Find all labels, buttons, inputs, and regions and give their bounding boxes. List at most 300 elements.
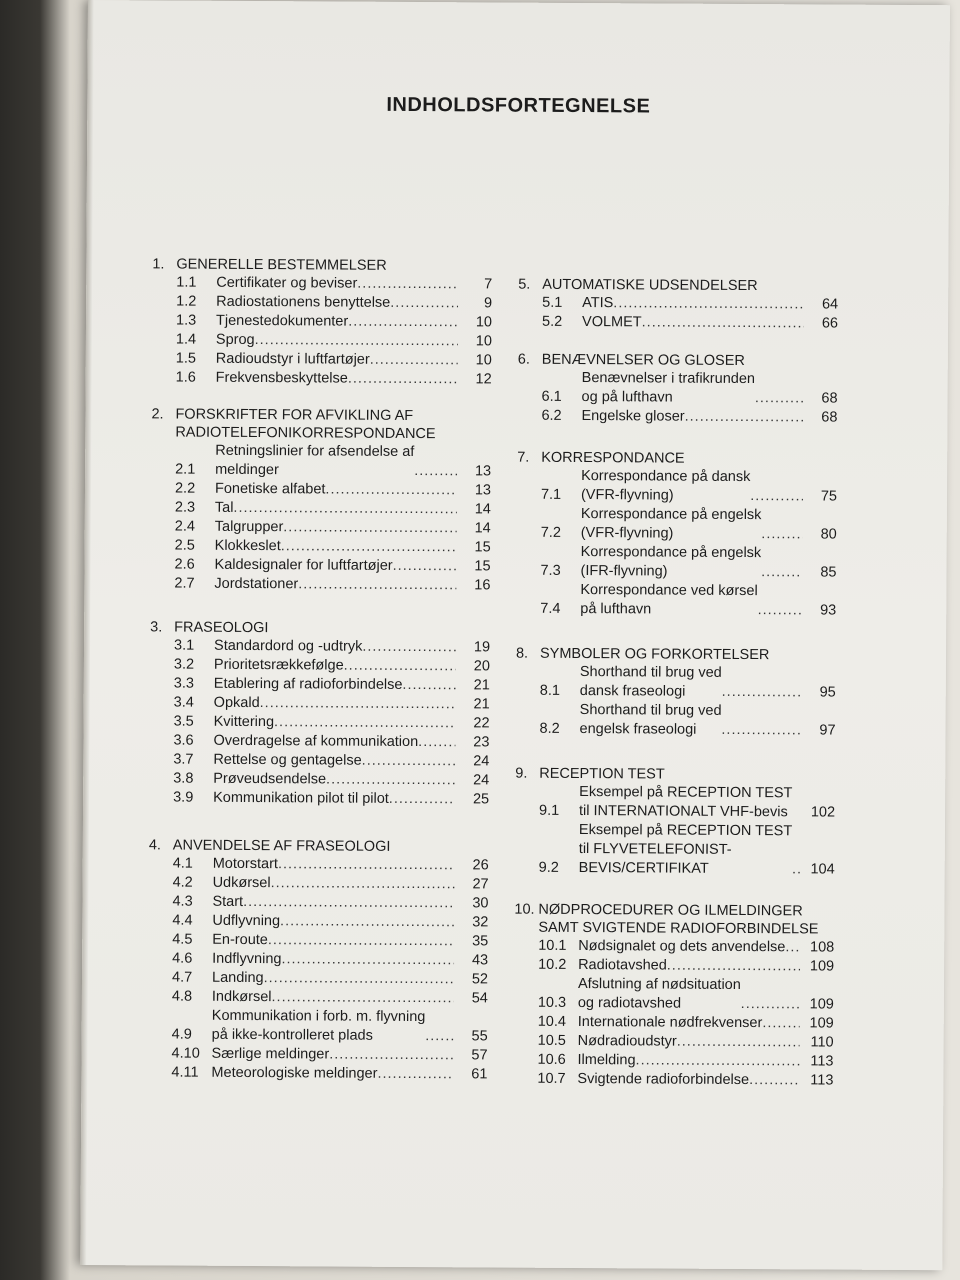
entry-label-line: En-route — [212, 931, 268, 949]
entry-page-number: 85 — [820, 564, 837, 581]
entry-number: 3.5 — [173, 713, 194, 730]
toc-entry[interactable] — [150, 693, 490, 714]
toc-entry[interactable] — [148, 968, 488, 989]
entry-label — [214, 656, 344, 676]
entry-text — [214, 675, 456, 695]
entry-label-line: Retningslinier for afsendelse af — [215, 442, 415, 461]
toc-section — [516, 449, 837, 621]
document-page — [80, 0, 950, 1270]
entry-number: 4.2 — [172, 874, 193, 891]
entry-text — [215, 442, 457, 481]
entry-label — [578, 1032, 677, 1052]
dot-leader — [274, 713, 456, 733]
entry-text — [216, 312, 458, 332]
toc-entry[interactable] — [514, 975, 834, 1015]
entry-label-line: Prøveudsendelse — [213, 770, 327, 788]
entry-number: 1.3 — [175, 312, 197, 329]
entry-page-number: 15 — [474, 558, 491, 575]
entry-number: 3.8 — [173, 770, 194, 787]
entry-label-line: Korrespondance på engelsk — [580, 544, 762, 562]
toc-entry[interactable] — [515, 701, 835, 741]
section-title-line: NØDPROCEDURER OG ILMELDINGER — [538, 901, 803, 920]
entry-label — [577, 1051, 635, 1070]
toc-entry[interactable] — [149, 769, 489, 790]
entry-number: 7.1 — [540, 486, 562, 503]
section-title — [542, 276, 838, 296]
entry-label-line: ATIS — [582, 295, 614, 312]
toc-entry[interactable] — [151, 479, 491, 500]
section-heading — [150, 618, 490, 638]
toc-entry[interactable] — [516, 663, 836, 703]
entry-number: 1.4 — [175, 331, 197, 348]
entry-label-line: Svigtende radioforbindelse — [577, 1071, 750, 1089]
entry-page-number: 19 — [473, 639, 491, 656]
dot-leader — [685, 408, 804, 428]
entry-label-line: engelsk fraseologi — [579, 721, 697, 738]
entry-label — [580, 581, 758, 620]
entry-number: 3.6 — [173, 732, 194, 749]
section-number: 8. — [515, 645, 529, 662]
entry-label — [215, 537, 281, 556]
entry-number: 3.4 — [173, 694, 194, 711]
toc-entry[interactable] — [149, 731, 489, 752]
entry-label-line: dansk fraseologi — [579, 683, 686, 700]
entry-label — [216, 274, 357, 294]
dot-leader — [233, 499, 457, 519]
entry-label — [578, 1013, 763, 1033]
section-title — [173, 837, 489, 857]
entry-text — [215, 480, 457, 500]
entry-page-number: 25 — [472, 791, 490, 808]
entry-page-number: 21 — [473, 677, 490, 694]
toc-section — [149, 618, 490, 809]
entry-number: 4.10 — [171, 1045, 200, 1062]
entry-label-line: på lufthavn — [580, 601, 652, 618]
entry-label — [212, 969, 264, 988]
entry-text — [216, 293, 458, 313]
dot-leader — [271, 988, 453, 1008]
dot-leader — [389, 790, 455, 809]
entry-text — [212, 1045, 454, 1065]
entry-label-line: Etablering af radioforbindelse — [213, 675, 403, 693]
toc-entry[interactable] — [148, 1006, 488, 1046]
entry-text — [214, 713, 456, 733]
toc-entry[interactable] — [148, 892, 488, 913]
section-title — [540, 645, 836, 665]
section-heading — [518, 351, 838, 371]
dot-leader — [329, 1045, 453, 1065]
toc-entry[interactable] — [150, 555, 490, 576]
toc-section — [515, 645, 836, 741]
entry-page-number: 68 — [821, 390, 838, 407]
entry-label — [214, 575, 298, 595]
toc-entry[interactable] — [148, 930, 488, 951]
toc-entry[interactable] — [518, 369, 838, 409]
entry-page-number: 7 — [484, 276, 493, 293]
entry-label — [580, 663, 722, 702]
entry-text — [212, 969, 454, 989]
entry-label-line: Rettelse og gentagelse — [213, 751, 362, 769]
entry-text — [577, 1051, 799, 1071]
dot-leader — [758, 601, 803, 620]
entry-label-line: Standardord og -udtryk — [214, 637, 363, 655]
entry-label-line: (VFR-flyvning) — [580, 487, 674, 504]
page-title: INDHOLDSFORTEGNELSE — [386, 93, 651, 118]
entry-text — [216, 331, 458, 351]
entry-text — [215, 518, 457, 538]
entry-page-number: 109 — [809, 1015, 834, 1032]
toc-entry[interactable] — [514, 1013, 834, 1034]
dot-leader — [761, 563, 803, 582]
entry-text — [216, 274, 458, 294]
entry-number: 10.4 — [537, 1013, 567, 1030]
entry-number: 1.2 — [176, 293, 197, 310]
toc-entry[interactable] — [152, 349, 492, 370]
dot-leader — [390, 294, 458, 313]
dot-leader — [762, 1014, 800, 1033]
entry-page-number: 10 — [475, 314, 493, 331]
section-title-line: RECEPTION TEST — [539, 765, 665, 783]
section-number: 6. — [517, 351, 530, 368]
entry-page-number: 10 — [475, 352, 492, 369]
entry-label — [212, 950, 281, 969]
toc-entry[interactable] — [151, 536, 491, 557]
entry-text — [212, 912, 454, 932]
entry-number: 5.2 — [541, 313, 563, 330]
toc-section — [513, 901, 834, 1091]
toc-entry[interactable] — [517, 505, 837, 545]
section-title-line: AUTOMATISKE UDSENDELSER — [542, 276, 758, 295]
entry-label-line: Korrespondance på dansk — [581, 468, 751, 486]
toc-section — [150, 405, 491, 595]
entry-page-number: 80 — [820, 526, 837, 543]
entry-label — [214, 713, 275, 732]
entry-label-line: Radiotavshed — [578, 957, 667, 974]
entry-number: 2.4 — [174, 518, 196, 535]
toc-entry[interactable] — [514, 956, 834, 977]
entry-text — [214, 656, 456, 676]
entry-page-number: 43 — [471, 952, 489, 969]
entry-text — [212, 950, 454, 970]
entry-number: 10.1 — [538, 937, 567, 954]
entry-text — [578, 1032, 800, 1052]
toc-entry[interactable] — [151, 441, 491, 481]
dot-leader — [741, 995, 800, 1014]
dot-leader — [344, 657, 456, 677]
entry-label-line: Udflyvning — [212, 912, 281, 930]
entry-label — [579, 701, 721, 740]
entry-label — [213, 732, 418, 752]
entry-page-number: 9 — [484, 295, 493, 312]
entry-number: 3.1 — [174, 637, 195, 654]
toc-entry[interactable] — [518, 313, 838, 334]
entry-label-line: Korrespondance på engelsk — [580, 506, 762, 524]
section-title — [541, 449, 837, 469]
entry-text — [580, 543, 802, 582]
entry-page-number: 30 — [472, 895, 489, 912]
toc-entry[interactable] — [516, 543, 836, 583]
entry-label — [213, 751, 361, 771]
toc-entry[interactable] — [152, 292, 492, 313]
entry-label-line: til FLYVETELEFONIST- — [578, 841, 732, 858]
entry-number: 3.3 — [173, 675, 195, 692]
section-heading — [517, 449, 837, 469]
toc-entry[interactable] — [147, 1063, 487, 1084]
entry-label-line: Eksempel på RECEPTION TEST — [578, 822, 793, 840]
entry-number: 4.11 — [171, 1064, 199, 1081]
entry-page-number: 12 — [475, 371, 492, 388]
entry-label-line: Kaldesignaler for luftfartøjer — [214, 556, 393, 574]
entry-text — [213, 855, 455, 875]
entry-text — [213, 770, 455, 790]
toc-section — [518, 276, 838, 334]
toc-entry[interactable] — [148, 987, 488, 1008]
entry-page-number: 23 — [473, 734, 490, 751]
entry-text — [582, 294, 804, 314]
entry-label-line: Tal — [214, 499, 234, 516]
entry-number: 10.6 — [537, 1051, 566, 1068]
toc-entry[interactable] — [148, 1044, 488, 1065]
entry-page-number: 64 — [821, 296, 839, 313]
entry-page-number: 16 — [474, 577, 491, 594]
entry-text — [211, 1064, 453, 1084]
dot-leader — [761, 525, 803, 544]
toc-entry[interactable] — [514, 1032, 834, 1053]
toc-entry[interactable] — [148, 949, 488, 970]
entry-text — [579, 821, 801, 879]
entry-label-line: Nødradioudstyr — [577, 1033, 677, 1050]
section-title-line: GENERELLE BESTEMMELSER — [176, 256, 387, 274]
entry-label — [580, 543, 761, 582]
entry-label-line: Klokkeslet — [214, 537, 281, 555]
entry-label-line: Sprog — [215, 331, 255, 349]
dot-leader — [264, 969, 455, 989]
entry-page-number: 93 — [820, 602, 837, 619]
entry-page-number: 66 — [821, 315, 839, 332]
section-title-line: FORSKRIFTER FOR AFVIKLING AF — [175, 406, 414, 424]
entry-label-line: (VFR-flyvning) — [580, 525, 674, 542]
entry-text — [582, 369, 804, 408]
entry-label — [214, 637, 362, 657]
toc-entry[interactable] — [150, 712, 490, 733]
entry-page-number: 57 — [471, 1047, 488, 1064]
entry-label-line: Landing — [211, 969, 264, 987]
entry-label — [213, 874, 271, 893]
entry-label — [215, 480, 326, 500]
section-title-line: SAMT SVIGTENDE RADIOFORBINDELSE — [538, 919, 819, 938]
entry-number: 2.6 — [174, 556, 195, 573]
entry-number: 10.2 — [538, 956, 567, 973]
dot-leader — [348, 313, 458, 333]
section-number: 4. — [148, 837, 161, 854]
entry-label — [581, 467, 751, 506]
dot-leader — [785, 938, 800, 957]
entry-number: 9.2 — [538, 859, 559, 876]
toc-entry[interactable] — [149, 788, 489, 809]
section-title-line: RADIOTELEFONIKORRESPONDANCE — [175, 424, 436, 443]
entry-label-line: og på lufthavn — [581, 389, 673, 406]
entry-page-number: 104 — [810, 861, 835, 878]
section-title-line: FRASEOLOGI — [174, 619, 269, 637]
section-heading — [518, 276, 838, 296]
toc-entry[interactable] — [150, 674, 490, 695]
toc-section — [147, 836, 488, 1084]
entry-number: 2.3 — [174, 499, 196, 516]
toc-entry[interactable] — [152, 273, 492, 294]
entry-text — [581, 505, 803, 544]
section-heading — [151, 405, 491, 443]
entry-label — [579, 783, 793, 822]
entry-label-line: Indflyvning — [212, 950, 282, 968]
dot-leader — [325, 480, 457, 500]
dot-leader — [362, 638, 456, 658]
entry-page-number: 109 — [809, 958, 835, 975]
entry-text — [215, 499, 457, 519]
section-heading — [515, 765, 835, 785]
toc-entry[interactable] — [515, 821, 835, 880]
entry-label — [213, 789, 389, 809]
dot-leader — [677, 1033, 800, 1053]
section-number: 9. — [515, 765, 528, 782]
section-heading — [152, 255, 492, 275]
entry-number: 1.1 — [176, 274, 197, 291]
toc-entry[interactable] — [151, 498, 491, 519]
entry-label-line: Radioudstyr i luftfartøjer — [215, 350, 370, 368]
entry-label-line: BEVIS/CERTIFIKAT — [578, 860, 709, 877]
entry-text — [580, 581, 802, 620]
entry-page-number: 14 — [474, 501, 491, 518]
entry-label-line: Kommunikation pilot til pilot — [213, 789, 389, 807]
entry-label-line: Tjenestedokumenter — [215, 312, 349, 330]
entry-label — [216, 331, 255, 350]
entry-label-line: Kommunikation i forb. m. flyvning — [211, 1007, 426, 1026]
entry-number: 8.2 — [539, 720, 560, 737]
section-number: 3. — [150, 619, 163, 636]
entry-text — [582, 313, 804, 333]
toc-entry[interactable] — [152, 330, 492, 351]
dot-leader — [348, 370, 458, 390]
toc-entry[interactable] — [515, 783, 835, 823]
entry-page-number: 68 — [821, 409, 838, 426]
entry-page-number: 24 — [473, 753, 490, 770]
toc-entry[interactable] — [148, 911, 488, 932]
toc-entry[interactable] — [513, 1051, 833, 1072]
entry-label — [578, 956, 667, 976]
toc-entry[interactable] — [149, 750, 489, 771]
toc-entry[interactable] — [517, 407, 837, 428]
entry-label-line: Prioritetsrækkefølge — [213, 656, 344, 674]
entry-number: 7.2 — [540, 524, 561, 541]
dot-leader — [280, 912, 454, 932]
entry-label-line: Motorstart — [212, 855, 279, 873]
entry-label-line: Korrespondance ved kørsel — [580, 582, 758, 600]
toc-entry[interactable] — [150, 574, 490, 595]
entry-label — [214, 694, 260, 713]
dot-leader — [268, 931, 454, 951]
entry-label — [216, 350, 370, 370]
section-number: 1. — [152, 256, 165, 273]
entry-label — [212, 912, 280, 931]
entry-text — [212, 931, 454, 951]
entry-label-line: Benævnelser i trafikrunden — [581, 370, 756, 388]
toc-entry[interactable] — [517, 467, 837, 507]
dot-leader — [636, 1051, 800, 1071]
entry-label-line: Opkald — [213, 694, 260, 712]
entry-page-number: 22 — [473, 715, 490, 732]
section-title-line: SYMBOLER OG FORKORTELSER — [539, 645, 770, 664]
dot-leader — [418, 733, 455, 752]
entry-number: 2.7 — [174, 575, 195, 592]
toc-entry[interactable] — [149, 873, 489, 894]
entry-label-line: Særlige meldinger — [211, 1045, 330, 1063]
entry-number: 1.5 — [175, 350, 197, 367]
entry-number: 2.1 — [175, 461, 196, 478]
entry-label-line: VOLMET — [581, 314, 642, 331]
entry-text — [577, 1070, 799, 1090]
entry-label — [578, 975, 741, 1014]
entry-text — [580, 663, 802, 702]
entry-label — [215, 499, 234, 518]
entry-number: 4.4 — [172, 912, 193, 929]
entry-page-number: 108 — [809, 939, 835, 956]
toc-entry[interactable] — [516, 581, 836, 621]
entry-label — [216, 293, 390, 313]
dot-leader — [281, 537, 457, 557]
entry-text — [578, 956, 800, 976]
entry-label-line: Certifikater og beviser — [216, 274, 358, 292]
dot-leader — [271, 874, 455, 894]
entry-page-number: 75 — [820, 488, 838, 505]
toc-entry[interactable] — [514, 937, 834, 958]
entry-label-line: og radiotavshed — [577, 995, 682, 1012]
dot-leader — [260, 694, 456, 714]
section-title-line: KORRESPONDANCE — [541, 449, 685, 467]
toc-entry[interactable] — [152, 368, 492, 389]
section-title — [174, 619, 490, 639]
section-title-line: BENÆVNELSER OG GLOSER — [541, 351, 745, 370]
entry-number: 4.5 — [172, 931, 193, 948]
entry-label — [577, 1070, 749, 1090]
entry-label-line: Nødsignalet og dets anvendelse — [578, 938, 786, 956]
toc-entry[interactable] — [149, 854, 489, 875]
toc-entry[interactable] — [150, 655, 490, 676]
entry-text — [579, 783, 801, 822]
entry-page-number: 32 — [472, 914, 489, 931]
entry-label-line: Ilmelding — [577, 1052, 636, 1069]
toc-entry[interactable] — [152, 311, 492, 332]
section-title — [538, 901, 834, 939]
toc-entry[interactable] — [151, 517, 491, 538]
entry-label — [582, 313, 642, 332]
entry-label — [582, 294, 613, 313]
toc-entry[interactable] — [150, 636, 490, 657]
dot-leader — [642, 313, 804, 333]
entry-label-line: Talgrupper — [214, 518, 284, 536]
entry-number: 4.3 — [172, 893, 193, 910]
entry-text — [213, 874, 455, 894]
entry-label — [212, 931, 268, 950]
entry-label — [212, 1007, 426, 1046]
toc-entry[interactable] — [513, 1070, 833, 1091]
toc-entry[interactable] — [518, 294, 838, 315]
dot-leader — [722, 683, 802, 702]
entry-text — [578, 1013, 800, 1033]
entry-text — [213, 751, 455, 771]
section-number: 10. — [514, 901, 535, 918]
entry-page-number: 61 — [471, 1066, 488, 1083]
dot-leader — [667, 957, 800, 977]
entry-page-number: 52 — [471, 971, 489, 988]
